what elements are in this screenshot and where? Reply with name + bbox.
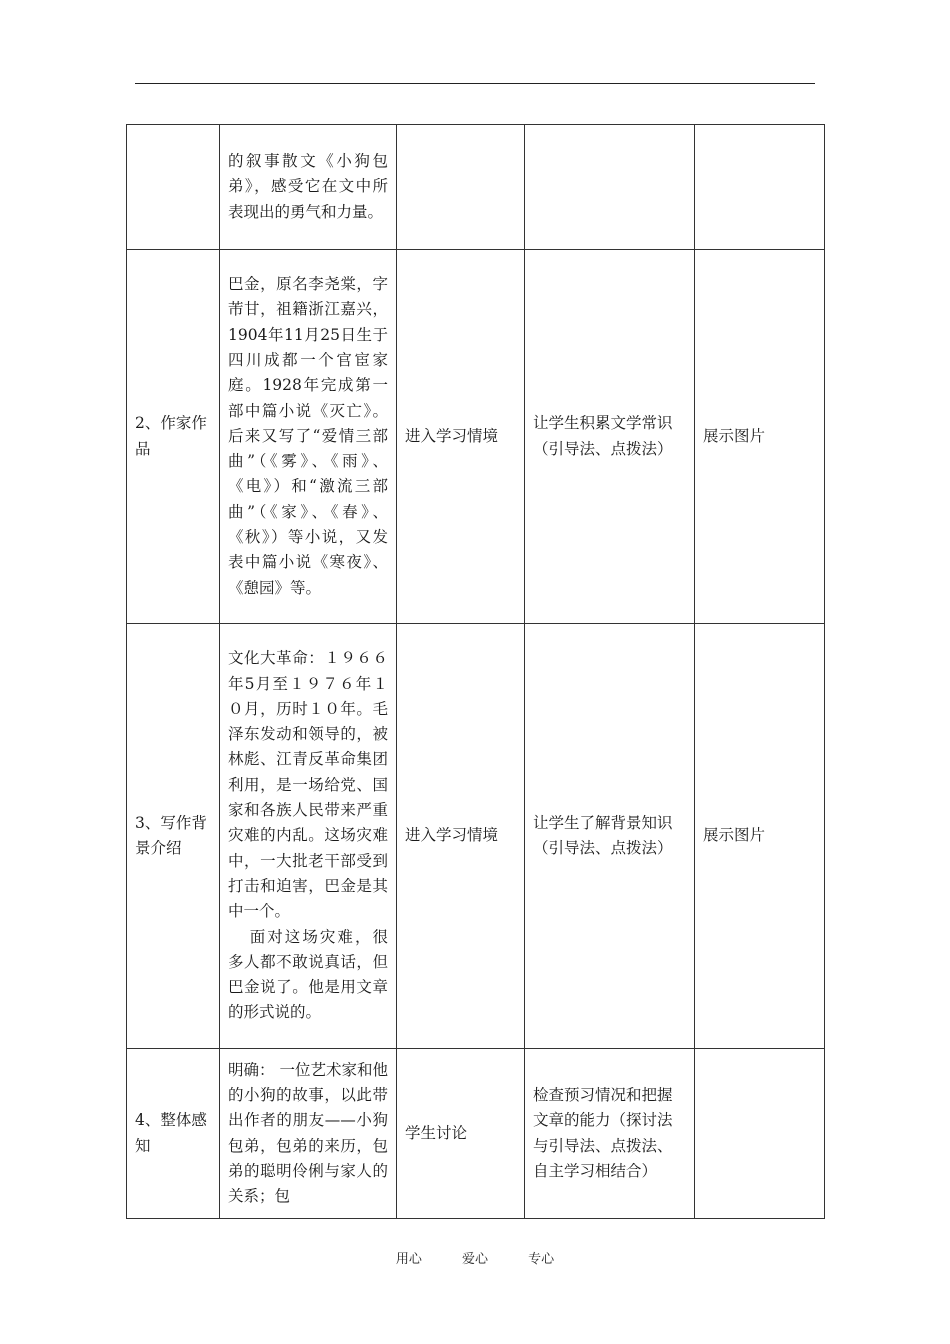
activity-cell: 进入学习情境 [397, 250, 525, 624]
content-cell [220, 125, 397, 250]
content-paragraph: 面对这场灾难，很多人都不敢说真话，但巴金说了。他是用文章的形式说的。 [228, 927, 388, 1022]
content-paragraph: 巴金，原名李尧棠，字芾甘，祖籍浙江嘉兴，1904年11月25日生于四川成都一个官宦家庭。1928年完成第一部中篇小说《灭亡》。后来又写了“爱情三部曲”（《雾》、《雨》、《电》）和“激流三部曲”（《家》、《春》、《秋》）等小说，又发表中篇小说《寒夜》、《憩园》等。 [228, 275, 388, 597]
page-footer [0, 1248, 950, 1267]
step-cell: 4、整体感知 [127, 1049, 220, 1219]
table-row [127, 250, 825, 624]
content-cell [220, 624, 397, 1049]
intent-cell [525, 125, 695, 250]
intent-cell: 让学生了解背景知识（引导法、点拨法） [525, 624, 695, 1049]
media-cell [695, 125, 825, 250]
media-cell: 展示图片 [695, 250, 825, 624]
activity-cell [397, 125, 525, 250]
intent-cell: 检查预习情况和把握文章的能力（探讨法与引导法、点拨法、自主学习相结合） [525, 1049, 695, 1219]
table-row [127, 624, 825, 1049]
lesson-plan-table [126, 124, 825, 1219]
content-cell [220, 1049, 397, 1219]
footer-word: 用心 [395, 1252, 422, 1267]
table-row [127, 1049, 825, 1219]
step-cell [127, 125, 220, 250]
content-paragraph: 文化大革命：１９６６年5月至１９７６年１０月，历时１０年。毛泽东发动和领导的，被林彪、江青反革命集团利用，是一场给党、国家和各族人民带来严重灾难的内乱。这场灾难中，一大批老干部受到打击和迫害，巴金是其中一个。 [228, 649, 388, 921]
content-paragraph: 明确： 一位艺术家和他的小狗的故事，以此带出作者的朋友——小狗包弟，包弟的来历，包弟的聪明伶俐与家人的关系；包 [228, 1060, 388, 1206]
table-row [127, 125, 825, 250]
media-cell [695, 1049, 825, 1219]
media-cell: 展示图片 [695, 624, 825, 1049]
footer-word: 爱心 [461, 1252, 488, 1267]
content-cell [220, 250, 397, 624]
activity-cell: 进入学习情境 [397, 624, 525, 1049]
footer-word: 专心 [528, 1252, 555, 1267]
intent-cell: 让学生积累文学常识（引导法、点拨法） [525, 250, 695, 624]
step-cell: 3、写作背景介绍 [127, 624, 220, 1049]
step-cell: 2、作家作品 [127, 250, 220, 624]
activity-cell: 学生讨论 [397, 1049, 525, 1219]
header-rule [135, 83, 815, 84]
content-paragraph: 的叙事散文《小狗包弟》，感受它在文中所表现出的勇气和力量。 [228, 152, 388, 221]
